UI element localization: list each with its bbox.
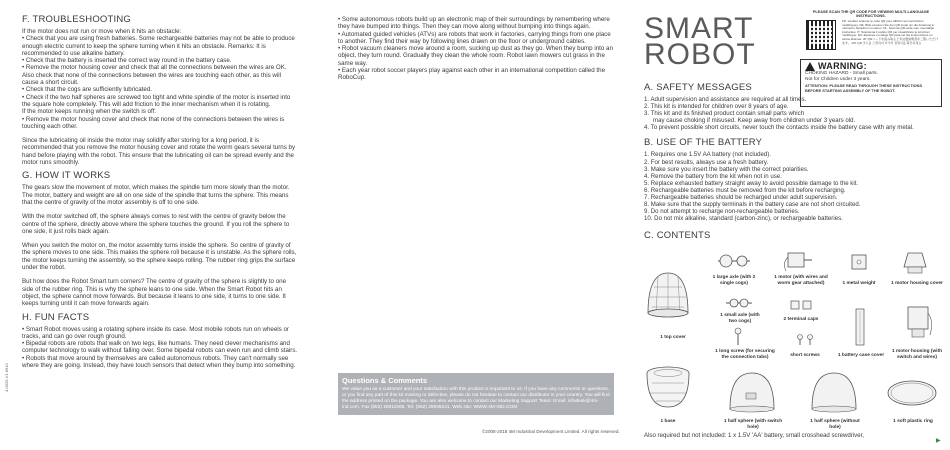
contents-heading: C. CONTENTS: [644, 230, 711, 241]
fun-facts-heading: H. FUN FACTS: [22, 311, 90, 323]
questions-box: [338, 373, 614, 415]
safety-heading: A. SAFETY MESSAGES: [644, 82, 752, 93]
how-paragraph: With the motor switched off, the sphere always comes to rest with the centre of gravity below the centre of the sphere, directly above where the sphere touches the ground. If you roll the sphere to one side, it just rolls back again.: [22, 213, 290, 235]
qr-code-icon[interactable]: [806, 20, 836, 50]
label-soft-ring: 1 soft plastic ring: [893, 419, 933, 424]
label-half-sphere: 1 half sphere (without hole): [810, 419, 860, 430]
warning-line: Not for Children under 3 years.: [805, 76, 871, 82]
fun-fact: • Each year robot soccer players play against each other in an international competition called the RoboCup.: [338, 67, 606, 82]
warning-attention: ATTENTION: PLEASE READ THROUGH THESE INSTRUCTIONS BEFORE STARTING ASSEMBLY OF THE ROBOT.: [805, 83, 923, 93]
battery-item: 6. Rechargeable batteries must be removed from the kit before recharging.: [644, 186, 846, 194]
safety-item: 1. Adult supervision and assistance are required at all times.: [644, 96, 807, 103]
label-battery-case-cover: 1 battery case cover: [837, 353, 885, 358]
battery-item: 1. Requires one 1.5V AA battery (not included).: [644, 151, 772, 159]
warning-title: WARNING:: [818, 60, 867, 71]
battery-section: [644, 137, 944, 222]
label-short-screws: short screws: [790, 353, 820, 358]
right-column: [644, 10, 944, 450]
label-motor-housing-switch: 1 motor housing (with switch and wires): [891, 349, 943, 360]
label-terminal-caps: 2 terminal caps: [783, 317, 819, 322]
motor-icon: [780, 247, 816, 275]
motor-housing-cover-icon: [900, 247, 930, 279]
title-line: SMART: [644, 12, 754, 45]
safety-item: 2. This kit is intended for children over 8 years of age.: [644, 103, 789, 111]
qr-heading: PLEASE SCAN THE QR CODE FOR VIEWING MULTI-LANGUAGE INSTRUCTIONS.: [812, 10, 930, 19]
large-axle-icon: [714, 247, 754, 275]
label-small-axle: 1 small axle (with two cogs): [720, 313, 760, 324]
small-axle-icon: [724, 293, 754, 313]
how-it-works-heading: G. HOW IT WORKS: [22, 170, 111, 182]
fun-fact: • Robot vacuum cleaners move around a room, sucking up dust as they go. When they bump into an object, they turn round. Gradually they clean the whole room. Robot lawn mowers cut grass in the same way.: [338, 45, 613, 67]
half-sphere-switch-icon: [726, 369, 778, 415]
warning-triangle-icon: [805, 62, 815, 71]
next-page-arrow-icon[interactable]: ▶: [936, 438, 941, 444]
troubleshoot-line: • Check that the cogs are sufficiently lubricated.: [22, 86, 152, 94]
questions-title: Questions & Comments: [342, 376, 428, 385]
title-line: ROBOT: [644, 38, 756, 71]
safety-item: 3. This kit and its finished product contain small parts which: [644, 110, 805, 118]
label-half-sphere-switch: 1 half sphere (with switch hole): [723, 419, 783, 430]
contents-diagram: [644, 245, 944, 435]
also-required: Also required but not included: 1 x 1.5V 'AA' battery, small crosshead screwdriver,: [644, 432, 865, 439]
battery-item: 9. Do not attempt to recharge non-rechargeable batteries.: [644, 208, 800, 216]
half-sphere-icon: [808, 369, 860, 415]
troubleshoot-line: • Check that you are using fresh batteries. Some rechargeable batteries may not be able to produce enough electric current to keep the sphere turning when it hits an obstacle. Remarks: It is recommended to use alkaline battery.: [22, 35, 295, 57]
questions-body: We value you as a customer and your satisfaction with this product is important to us. If you have any comments or questions, or you find any part of this kit missing or defective, please do not hesitate to contact our distributor in your country. You will find the address printed on the package. You are also welcome to contact our Marketing Support Team: Email: infodesk@4m-ind.com, Fax (852) 25911566, Tel: (852) 28936241, Web site: WWW.4M-IND.COM: [342, 387, 610, 410]
fun-fact: • Bipedal robots are robots that walk on two legs, like humans. They need clever mechanisms and computer technology to walk without falling over. Some bipedal robots can even run and climb stairs.: [22, 340, 298, 355]
fun-fact: • Some autonomous robots build up an electronic map of their surroundings by remembering where they have bumped into things. Then they can move along without bumping into things again.: [338, 16, 610, 31]
safety-item: may cause choking if misused. Keep away from children under 3 years old.: [653, 117, 856, 125]
label-large-axle: 1 large axle (with 2 single cogs): [712, 275, 756, 286]
terminal-caps-icon: [788, 297, 814, 313]
warning-box: [800, 59, 942, 107]
battery-item: 4. Remove the battery from the kit when not in use.: [644, 172, 782, 180]
warning-line: CHOKING HAZARD - Small parts.: [805, 71, 879, 76]
base-icon: [644, 361, 692, 413]
left-column: [22, 14, 298, 450]
side-product-code: 4-0025-V1 8910: [4, 363, 9, 392]
battery-item: 5. Replace exhausted battery straight away to avoid possible damage to the kit.: [644, 179, 859, 187]
label-motor: 1 motor (with wires and worm gear attached): [774, 275, 828, 286]
label-base: 1 base: [660, 419, 676, 424]
metal-weight-icon: [848, 251, 870, 275]
safety-item: 4. To prevent possible short circuits, never touch the contacts inside the battery case with any metal.: [644, 124, 914, 132]
battery-item: 3. Make sure you insert the battery with the correct polarities.: [644, 165, 809, 173]
label-top-cover: 1 top cover: [660, 335, 686, 340]
how-paragraph: When you switch the motor on, the motor assembly turns inside the sphere. So centre of gravity of the sphere moves to one side. This makes the sphere roll because it is unstable. As the sphere rolls, the motor keeps turning the assembly, so the sphere keeps rolling. The rubber ring grips the surface under the robot.: [22, 242, 297, 272]
label-motor-housing-cover: 1 motor housing cover: [891, 281, 943, 286]
label-metal-weight: 1 metal weight: [842, 281, 876, 286]
troubleshoot-line: If the motor does not run or move when it hits an obstacle:: [22, 28, 182, 35]
battery-item: 2. For best results, always use a fresh battery.: [644, 158, 769, 166]
troubleshoot-line: • Remove the motor housing cover and check that all the connections between the wires are OK. Also check that none of the connections between the wires are touching each other, as this will cause a short circuit.: [22, 64, 287, 87]
how-paragraph: The gears slow the movement of motor, which makes the spindle turn more slowly than the motor. The motor, battery and weight are all on one side of the spindle that turns the sphere. This means that the centre of gravity of the motor assembly is off to one side.: [22, 184, 290, 206]
fun-fact: • Robots that move around by themselves are called autonomous robots. They can't normally see where they are going. Instead, they have touch sensors that detect when they bump into something.: [22, 354, 296, 369]
battery-heading: B. USE OF THE BATTERY: [644, 137, 763, 149]
fun-fact: • Automated guided vehicles (ATVs) are robots that work in factories, carrying things from one place to another. They find their way by following lines drawn on the floor or underground cables.: [338, 30, 611, 45]
battery-case-cover-icon: [850, 307, 870, 347]
qr-languages: FR. Veuillez scanner le code QR pour afficher les instructions multilingues. DE. Bitte scannen Sie den QR-Code um die Anleitung in mehreren Sprachen zu sehen. NL. Scan de QR-code voor meertalige instructies. IT. Scansiona il codice QR per visualizzare le istruzioni multilingue. ES. Escanee el codigo QR para ver las instrucciones en varios idiomas. JP. QRコードを読み取ると多言語説明書をご覧いただけます。 KR. QR 코드를 스캔하여 다국어 설명서를 확인하세요.: [842, 19, 939, 45]
troubleshoot-line: • Check if the two half spheres are screwed too tight and white spindle of the motor is inserted into the square hole completely. This will add friction to the inner mechanism when it is rotating.: [22, 93, 291, 108]
troubleshoot-line: • Check that the battery is inserted the correct way round in the battery case.: [22, 57, 232, 65]
short-screws-icon: [794, 333, 818, 347]
copyright: ©2008-2018 4M Industrial Development Limited. All rights reserved.: [482, 429, 620, 434]
label-long-screw: 1 long screw (for securing the connection tabs): [715, 349, 775, 360]
battery-item: 8. Make sure that the supply terminals in the battery case are not short circuited.: [644, 201, 861, 209]
battery-item: 10. Do not mix alkaline, standard (carbon-zinc), or rechargeable batteries.: [644, 215, 843, 223]
how-paragraph: But how does the Robot Smart turn corners? The centre of gravity of the sphere is slightly to one side of the rubber ring. This is why the sphere leans to one side. When the Smart Robot hits an object, the sphere cannot move forwards. But because it leans to one side, it turns to one side. It keeps turning until it can move forwards again.: [22, 278, 287, 308]
soft-ring-icon: [884, 375, 940, 411]
fun-fact: • Smart Robot moves using a rotating sphere inside its case. Most mobile robots run on wheels or tracks, and can go over rough ground.: [22, 325, 289, 340]
troubleshooting-heading: F. TROUBLESHOOTING: [22, 14, 131, 25]
troubleshoot-line: If the motor keeps running when the switch is off:: [22, 108, 157, 116]
qr-section: [800, 10, 942, 19]
long-screw-icon: [728, 327, 748, 347]
battery-item: 7. Rechargeable batteries should be recharged under adult supervision.: [644, 194, 838, 202]
top-cover-icon: [644, 267, 692, 321]
troubleshoot-line: • Remove the motor housing cover and check that none of the connections between the wires is touching each other.: [22, 115, 285, 130]
motor-housing-switch-icon: [902, 301, 936, 345]
lubricate-paragraph: Since the lubricating oil inside the motor may solidify after storing for a long period, it is recommended that you remove the motor housing cover and rotate the worm gears several turns by hand before playing with the robot. This ensure that the lubricating oil can be spread evenly and the motor runs smoothly.: [22, 137, 296, 167]
